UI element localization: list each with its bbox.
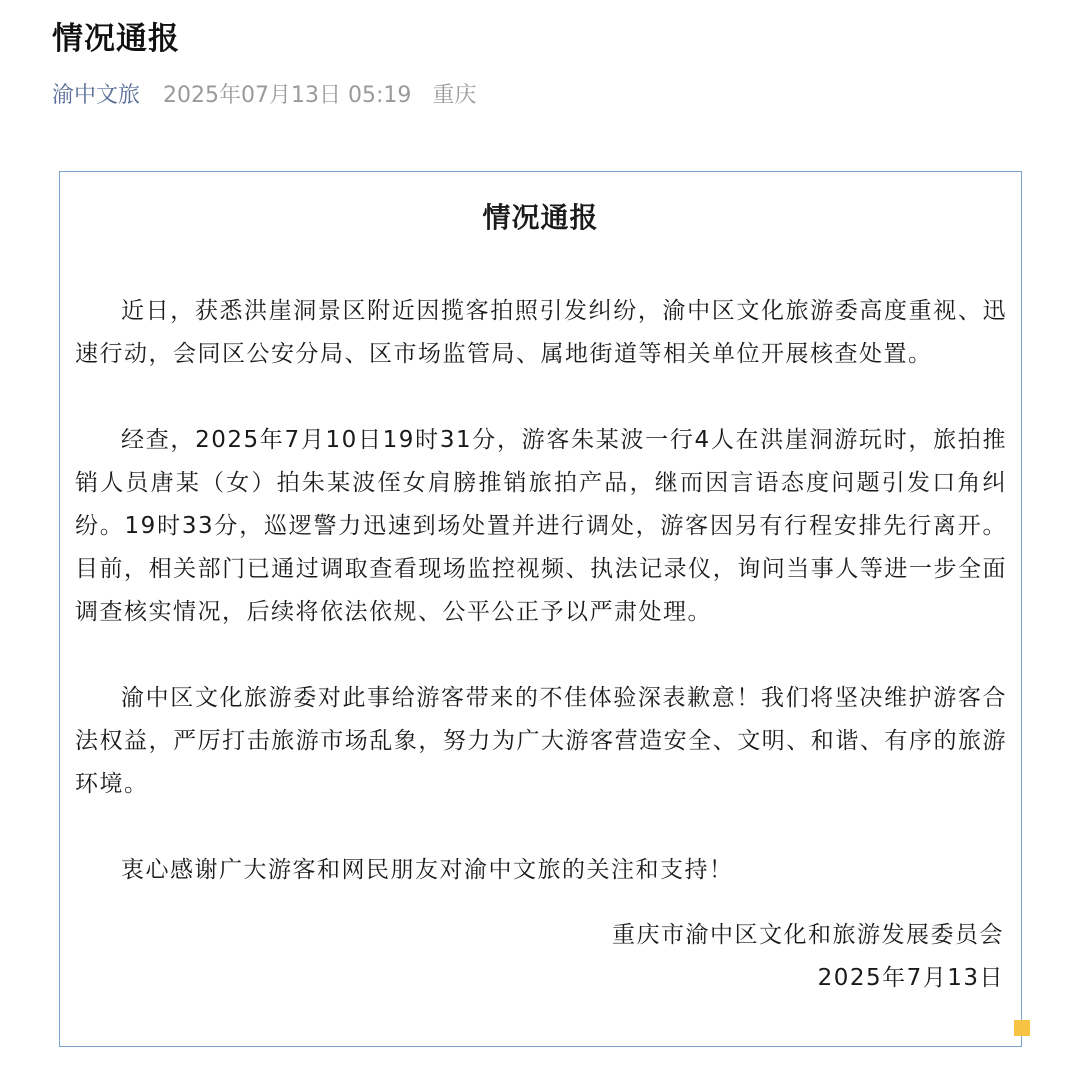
notice-body xyxy=(75,290,1007,935)
signature-organization: 重庆市渝中区文化和旅游发展委员会 xyxy=(612,922,1004,948)
corner-marker-icon xyxy=(1014,1020,1030,1036)
notice-paragraph-1: 近日，获悉洪崖洞景区附近因揽客拍照引发纠纷，渝中区文化旅游委高度重视、迅速行动，会同区公安分局、区市场监管局、属地街道等相关单位开展核查处置。 xyxy=(75,298,1007,367)
notice-title: 情况通报 xyxy=(482,201,599,234)
publish-date: 2025年07月13日 05:19 xyxy=(163,83,412,108)
signature-date: 2025年7月13日 xyxy=(817,965,1004,991)
notice-image-frame xyxy=(59,171,1022,1047)
notice-paragraph-2: 经查，2025年7月10日19时31分，游客朱某波一行4人在洪崖洞游玩时，旅拍推销人员唐某（女）拍朱某波侄女肩膀推销旅拍产品，继而因言语态度问题引发口角纠纷。19时33分，巡逻警力迅速到场处置并进行调处，游客因另有行程安排先行离开。目前，相关部门已通过调取查看现场监控视频、执法记录仪，询问当事人等进一步全面调查核实情况，后续将依法依规、公平公正予以严肃处理。 xyxy=(75,427,1007,625)
publish-location: 重庆 xyxy=(432,83,477,108)
notice-paragraph-3: 渝中区文化旅游委对此事给游客带来的不佳体验深表歉意！我们将坚决维护游客合法权益，严厉打击旅游市场乱象，努力为广大游客营造安全、文明、和谐、有序的旅游环境。 xyxy=(75,685,1007,797)
notice-paragraph-4: 衷心感谢广大游客和网民朋友对渝中文旅的关注和支持！ xyxy=(121,857,734,883)
article-meta xyxy=(52,80,476,112)
account-name-link[interactable]: 渝中文旅 xyxy=(52,83,141,108)
article-title: 情况通报 xyxy=(52,21,180,57)
notice-signature xyxy=(612,914,1004,1000)
